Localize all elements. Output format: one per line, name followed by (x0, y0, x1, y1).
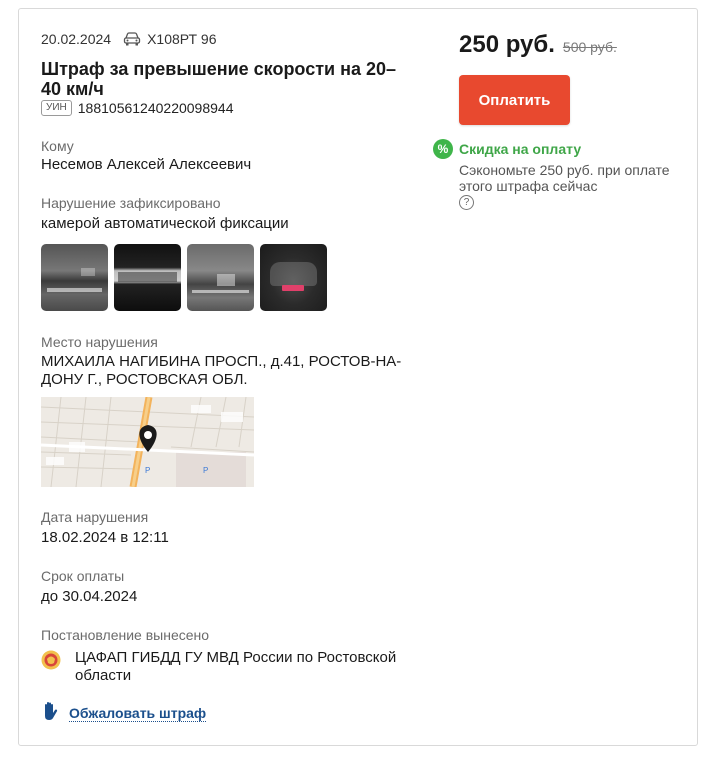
discount-row (433, 139, 581, 159)
parking-label: P (145, 466, 151, 475)
price-row (459, 31, 617, 59)
violation-date-value: 18.02.2024 в 12:11 (41, 529, 169, 546)
recipient-name: Несемов Алексей Алексеевич (41, 156, 252, 173)
discount-text: Сэкономьте 250 руб. при оплате этого штрафа сейчас (459, 162, 670, 194)
violation-date-label: Дата нарушения (41, 509, 149, 525)
violation-photos (41, 244, 327, 311)
detection-label: Нарушение зафиксировано (41, 195, 221, 211)
violation-photo[interactable] (114, 244, 181, 311)
uin-row (41, 100, 234, 116)
due-date-label: Срок оплаты (41, 568, 125, 584)
recipient-label: Кому (41, 138, 74, 154)
location-address: МИХАИЛА НАГИБИНА ПРОСП., д.41, РОСТОВ-НА-ДОНУ Г., РОСТОВСКАЯ ОБЛ. (41, 353, 402, 388)
issuer-row (41, 649, 435, 685)
fine-meta (41, 31, 217, 47)
fine-title: Штраф за превышение скорости на 20–40 км/ч (41, 59, 396, 99)
uin-number: 18810561240220098944 (77, 100, 234, 116)
violation-photo[interactable] (41, 244, 108, 311)
car-icon (123, 32, 141, 46)
discount-percent-icon: % (433, 139, 453, 159)
violation-photo[interactable] (187, 244, 254, 311)
help-icon[interactable]: ? (459, 195, 474, 210)
violation-photo[interactable] (260, 244, 327, 311)
appeal-row (41, 701, 206, 726)
location-label: Место нарушения (41, 334, 158, 350)
fine-price: 250 руб. (459, 31, 555, 58)
detection-method: камерой автоматической фиксации (41, 215, 289, 232)
fine-card (18, 8, 698, 746)
uin-badge: УИН (41, 100, 72, 116)
discount-title: Скидка на оплату (459, 141, 582, 157)
location-map[interactable] (41, 397, 254, 487)
emblem-icon (41, 650, 61, 670)
fine-old-price: 500 руб. (562, 39, 617, 55)
due-date-value: до 30.04.2024 (41, 588, 138, 605)
fine-date: 20.02.2024 (41, 31, 112, 47)
hand-icon (41, 701, 59, 726)
appeal-link[interactable]: Обжаловать штраф (69, 705, 207, 721)
pay-button[interactable]: Оплатить (459, 75, 570, 125)
issuer-label: Постановление вынесено (41, 627, 210, 643)
issuer-name: ЦАФАП ГИБДД ГУ МВД России по Ростовской области (75, 649, 397, 684)
vehicle-plate: Х108РТ 96 (147, 31, 217, 47)
parking-label: P (203, 466, 209, 475)
